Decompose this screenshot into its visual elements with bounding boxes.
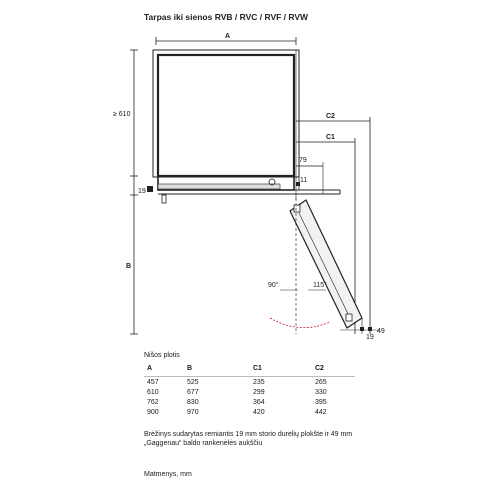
cell-a: 457: [144, 377, 185, 388]
min-height-label: ≥ 610: [113, 111, 131, 118]
dimension-19-bottom-label: 19: [366, 334, 374, 341]
cell-b: 525: [185, 377, 251, 388]
cell-a: 762: [147, 398, 159, 406]
cell-c1: 299: [253, 388, 265, 396]
header-c1: C1: [253, 365, 262, 372]
units-label: Matmenys, mm: [144, 471, 192, 478]
table-row: [144, 397, 355, 407]
dimension-c2-label: C2: [326, 113, 335, 120]
diagram-title: Tarpas iki sienos RVB / RVC / RVF / RVW: [144, 12, 309, 22]
cell-b: 677: [187, 388, 199, 396]
dimension-79: [296, 157, 323, 194]
table-row: [144, 407, 355, 417]
cell-c1: 235: [251, 377, 313, 388]
niche-width-table: [144, 363, 355, 417]
header-c2: C2: [315, 365, 324, 372]
cell-c2: 442: [315, 408, 327, 416]
cell-c1: 364: [253, 398, 265, 406]
dimension-49-label: 49: [377, 328, 385, 335]
dimension-11: [296, 177, 307, 190]
dimension-a: [156, 33, 296, 45]
cell-c2: 265: [313, 377, 355, 388]
table-row: [144, 377, 355, 388]
table-title: Nišos plotis: [144, 352, 180, 359]
table-row: [144, 387, 355, 397]
cell-c2: 395: [315, 398, 327, 406]
cell-a: 610: [147, 388, 159, 396]
dimension-79-label: 79: [299, 157, 307, 164]
angle-90-label: 90°: [268, 282, 279, 289]
cabinet: [147, 50, 340, 203]
cell-a: 900: [147, 408, 159, 416]
header-b: B: [187, 365, 193, 372]
dimension-11-label: 11: [300, 177, 308, 184]
cell-c1: 420: [253, 408, 265, 416]
drawing-note: Brėžinys sudarytas remiantis 19 mm storio durelių plokšte ir 49 mm „Gaggenau“ baldo rankenėlės aukščiu: [144, 431, 353, 447]
cell-b: 830: [187, 398, 199, 406]
dimension-c1-label: C1: [326, 134, 335, 141]
table-header-row: [144, 363, 355, 377]
dimension-a-label: A: [225, 33, 231, 40]
open-door: [290, 200, 362, 328]
dimension-b-label: B: [126, 263, 132, 270]
dimension-min-height: [113, 50, 146, 334]
dimension-19-left-label: 19: [138, 188, 146, 195]
cell-c2: 330: [315, 388, 327, 396]
angle-115-label: 115°: [313, 282, 327, 289]
swing-arc: [270, 318, 330, 328]
cell-b: 970: [187, 408, 199, 416]
header-a: A: [147, 365, 153, 372]
